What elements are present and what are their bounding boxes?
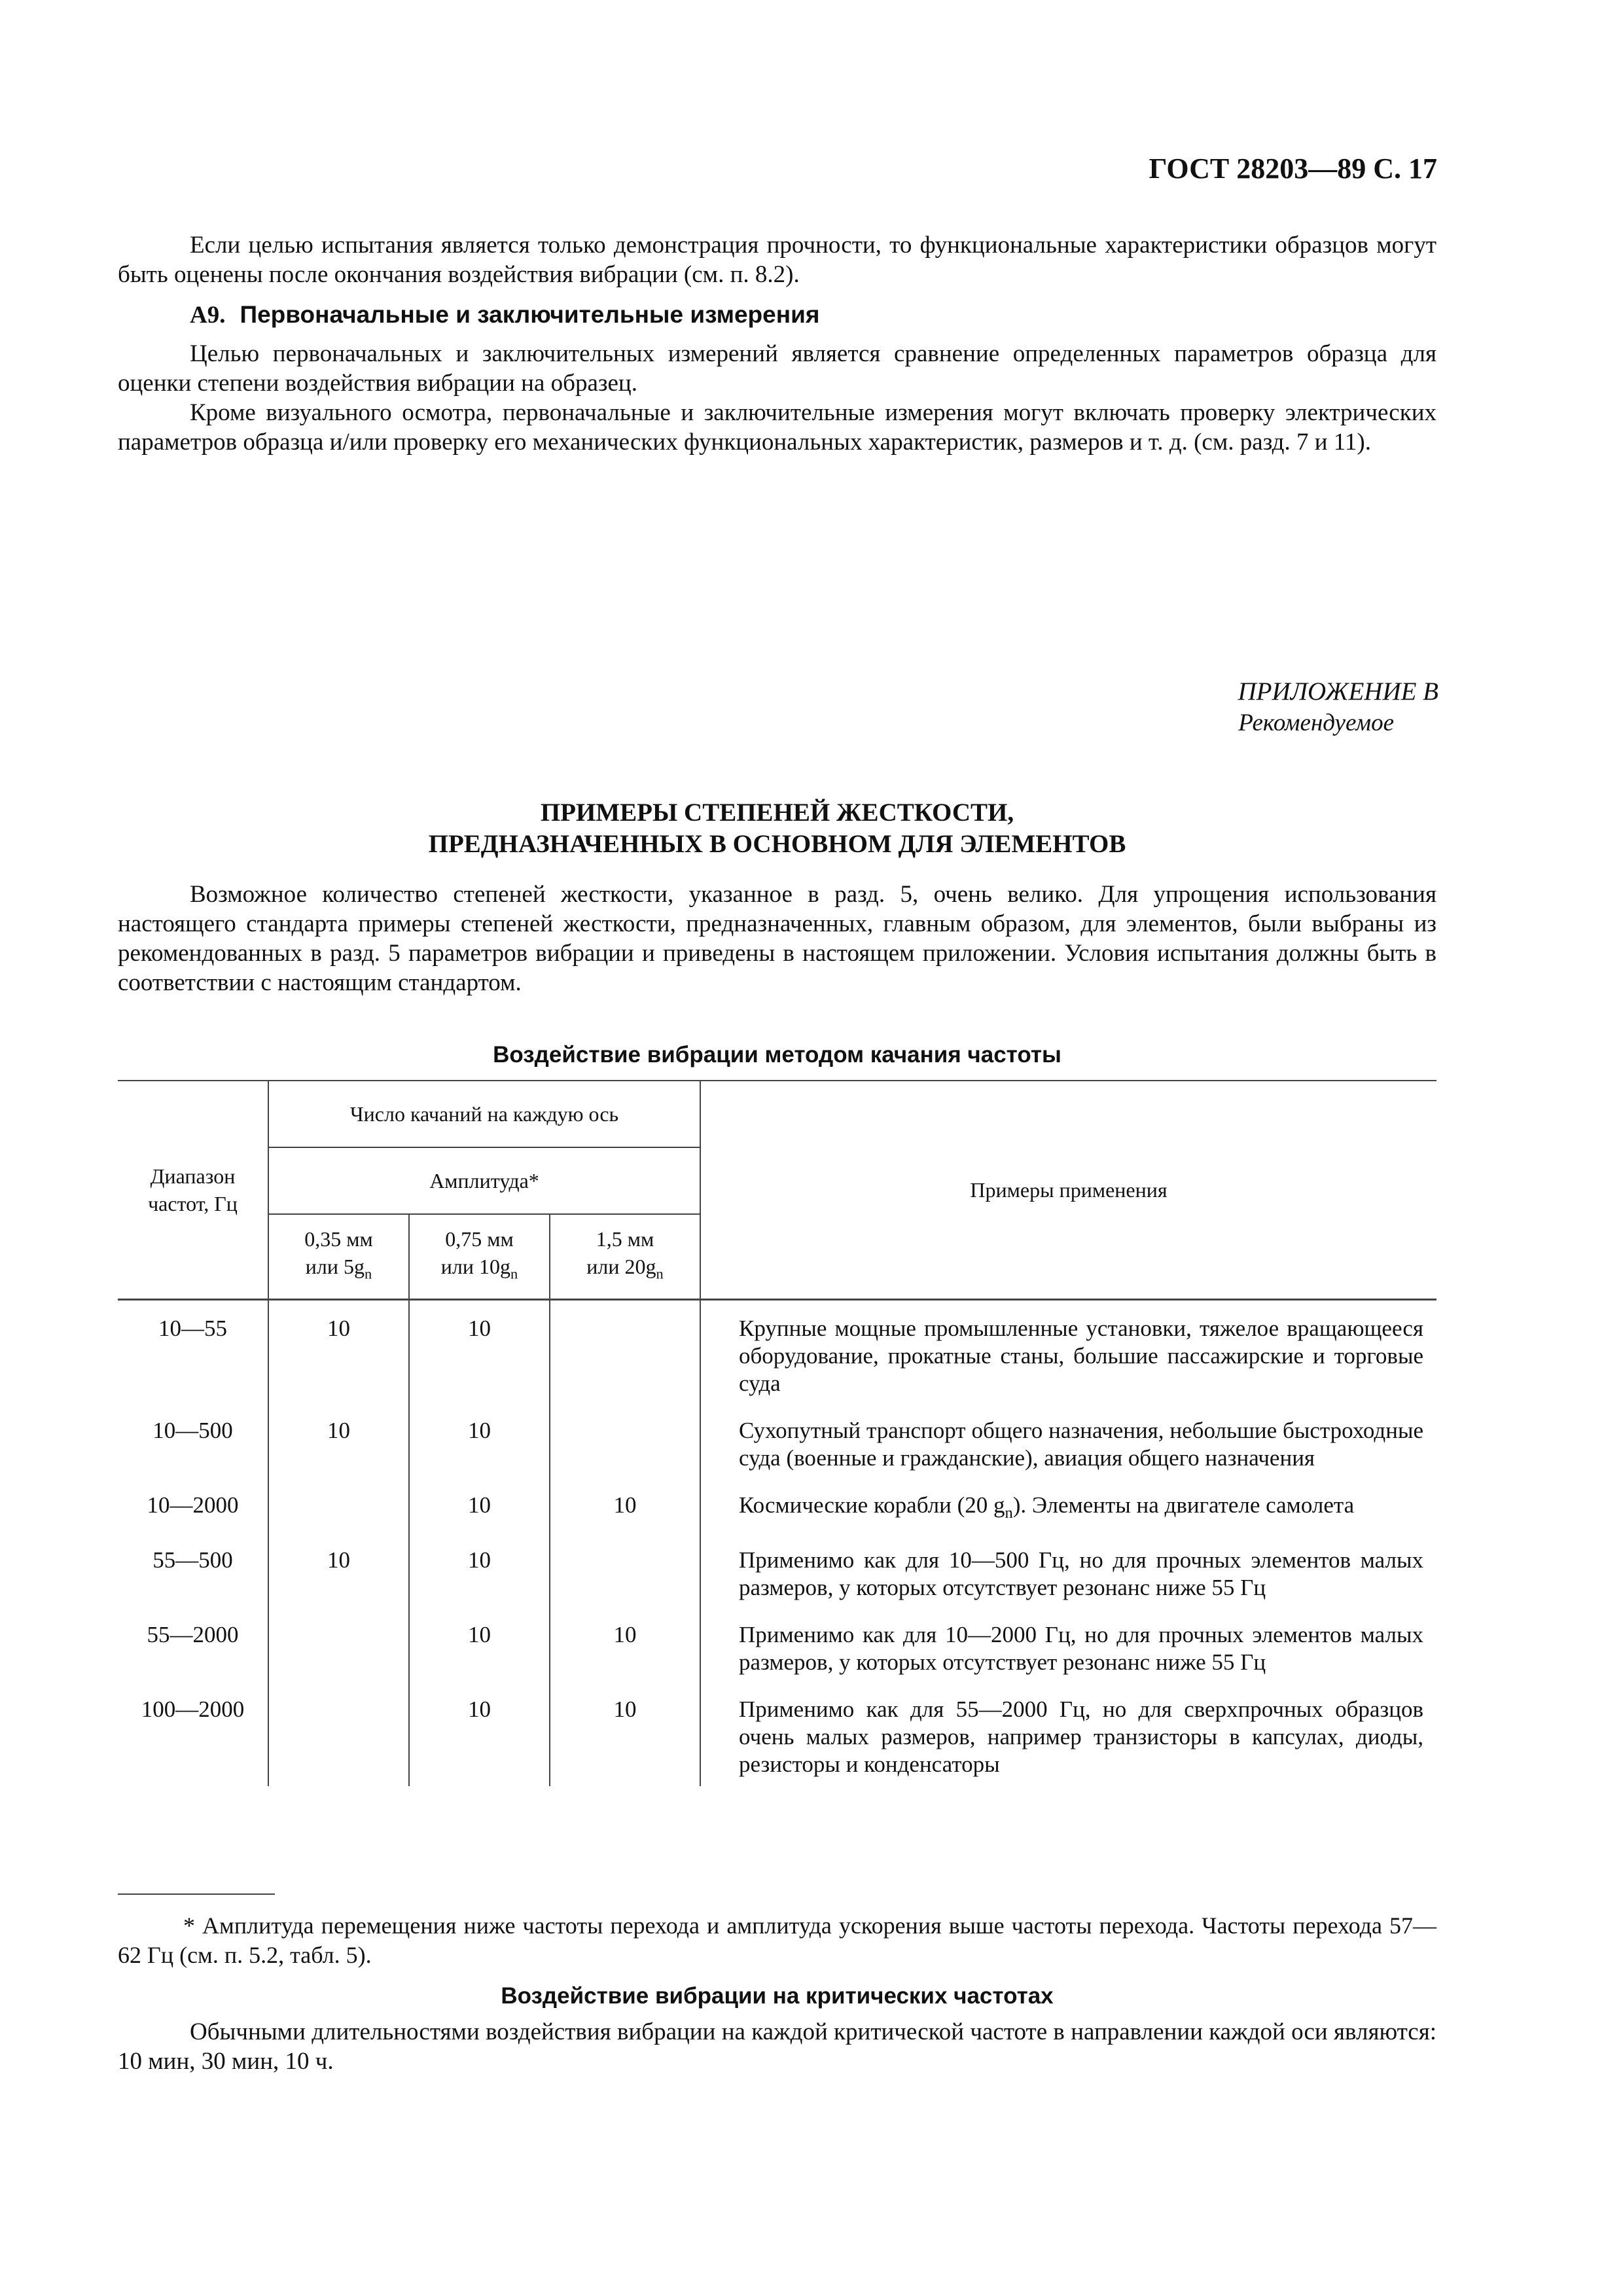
appendix-label: ПРИЛОЖЕНИЕ В: [1238, 677, 1438, 706]
footnote: [118, 1911, 1436, 1970]
footnote-divider: [118, 1893, 275, 1895]
cell-sweeps-075: 10: [409, 1609, 550, 1684]
appendix-body-paragraph: Возможное количество степеней жесткости, указанное в разд. 5, очень велико. Для упрощения использования настоящего стандарта примеры степеней жесткости, предназначенных, главным образом, для элементов, были выбраны из рекомендованных в разд. 5 параметров вибрации и приведены в настоящем приложении. Условия испытания должны быть в соответствии с настоящим стандартом.: [118, 881, 1436, 996]
section-a9-heading: [190, 301, 819, 329]
cell-application: Применимо как для 10—500 Гц, но для прочных элементов малых размеров, у которых отсутствует резонанс ниже 55 Гц: [700, 1535, 1436, 1609]
table-row: [118, 1480, 1436, 1535]
cell-sweeps-075: 10: [409, 1405, 550, 1480]
section-a9-paragraph-1: Целью первоначальных и заключительных измерений является сравнение определенных параметров образца для оценки степени воздействия вибрации на образец.: [118, 340, 1436, 397]
section-a9-title: Первоначальные и заключительные измерения: [240, 301, 820, 328]
appendix-title-line-2: ПРЕДНАЗНАЧЕННЫХ В ОСНОВНОМ ДЛЯ ЭЛЕМЕНТОВ: [428, 830, 1126, 858]
cell-sweeps-035: 10: [268, 1299, 409, 1405]
cell-application: Применимо как для 10—2000 Гц, но для прочных элементов малых размеров, у которых отсутствует резонанс ниже 55 Гц: [700, 1609, 1436, 1684]
cell-frequency-range: 10—2000: [147, 1492, 239, 1518]
cell-application: Применимо как для 55—2000 Гц, но для сверхпрочных образцов очень малых размеров, например транзисторы в капсулах, диоды, резисторы и конденсаторы: [700, 1684, 1436, 1786]
cell-sweeps-075: 10: [409, 1535, 550, 1609]
header-frequency-range: Диапазон частот, Гц: [118, 1081, 268, 1299]
cell-sweeps-15: 10: [550, 1609, 700, 1684]
cell-frequency-range: 100—2000: [141, 1696, 245, 1722]
cell-sweeps-15: 10: [550, 1480, 700, 1535]
header-sweeps-per-axis: Число качаний на каждую ось: [268, 1081, 700, 1147]
document-reference: ГОСТ 28203—89 С. 17: [1149, 152, 1437, 185]
header-application-examples: Примеры применения: [700, 1081, 1436, 1299]
cell-sweeps-035: [268, 1609, 409, 1684]
cell-application: Сухопутный транспорт общего назначения, небольшие быстроходные суда (военные и гражданские), авиация общего назначения: [700, 1405, 1436, 1480]
critical-frequencies-body: [118, 2017, 1436, 2076]
appendix-status: Рекомендуемое: [1238, 709, 1394, 736]
cell-sweeps-075: 10: [409, 1684, 550, 1786]
table-row: [118, 1299, 1436, 1405]
section-a9-number: А9.: [190, 302, 226, 329]
cell-sweeps-15: 10: [550, 1684, 700, 1786]
cell-frequency-range: 55—500: [152, 1547, 233, 1573]
cell-application: Крупные мощные промышленные установки, тяжелое вращающееся оборудование, прокатные станы, большие пассажирские и торговые суда: [700, 1299, 1436, 1405]
appendix-body: [118, 880, 1436, 997]
header-amplitude-035: 0,35 мм или $5g_n$: [268, 1214, 409, 1299]
intro-section: [118, 230, 1436, 289]
table-row: [118, 1535, 1436, 1609]
appendix-title: [118, 797, 1436, 860]
section-a9-paragraph-2: Кроме визуального осмотра, первоначальные и заключительные измерения могут включать проверку электрических параметров образца и/или проверку его механических функциональных характеристик, размеров и т. д. (см. разд. 7 и 11).: [118, 399, 1436, 456]
cell-frequency-range: 55—2000: [147, 1621, 239, 1647]
header-amplitude-15: 1,5 мм или $20g_n$: [550, 1214, 700, 1299]
appendix-title-line-1: ПРИМЕРЫ СТЕПЕНЕЙ ЖЕСТКОСТИ,: [540, 798, 1014, 827]
section-a9-body: [118, 339, 1436, 457]
table-row: [118, 1609, 1436, 1684]
table-row: [118, 1405, 1436, 1480]
header-amplitude: Амплитуда*: [268, 1147, 700, 1214]
cell-sweeps-035: 10: [268, 1405, 409, 1480]
header-amplitude-075: 0,75 мм или $10g_n$: [409, 1214, 550, 1299]
cell-frequency-range: 10—500: [152, 1417, 233, 1443]
critical-frequencies-paragraph: Обычными длительностями воздействия вибрации на каждой критической частоте в направлении каждой оси являются: 10 мин, 30 мин, 10 ч.: [118, 2018, 1436, 2075]
cell-sweeps-15: [550, 1535, 700, 1609]
cell-sweeps-075: 10: [409, 1480, 550, 1535]
vibration-sweep-table: [118, 1080, 1436, 1786]
table-row: [118, 1684, 1436, 1786]
cell-sweeps-035: [268, 1480, 409, 1535]
cell-sweeps-15: [550, 1299, 700, 1405]
intro-paragraph: Если целью испытания является только демонстрация прочности, то функциональные характеристики образцов могут быть оценены после окончания воздействия вибрации (см. п. 8.2).: [118, 232, 1436, 288]
appendix-label-block: [1238, 677, 1438, 737]
cell-frequency-range: 10—55: [118, 1299, 268, 1405]
cell-sweeps-15: [550, 1405, 700, 1480]
critical-frequencies-heading: Воздействие вибрации на критических частотах: [501, 1983, 1054, 2009]
table-caption: Воздействие вибрации методом качания частоты: [493, 1042, 1061, 1067]
cell-application: Космические корабли (20 $g_n$). Элементы на двигателе самолета: [700, 1480, 1436, 1535]
cell-sweeps-075: 10: [409, 1299, 550, 1405]
footnote-text: * Амплитуда перемещения ниже частоты перехода и амплитуда ускорения выше частоты перехода. Частоты перехода 57—62 Гц (см. п. 5.2, табл. 5).: [118, 1912, 1436, 1968]
cell-sweeps-035: 10: [268, 1535, 409, 1609]
cell-sweeps-035: [268, 1684, 409, 1786]
